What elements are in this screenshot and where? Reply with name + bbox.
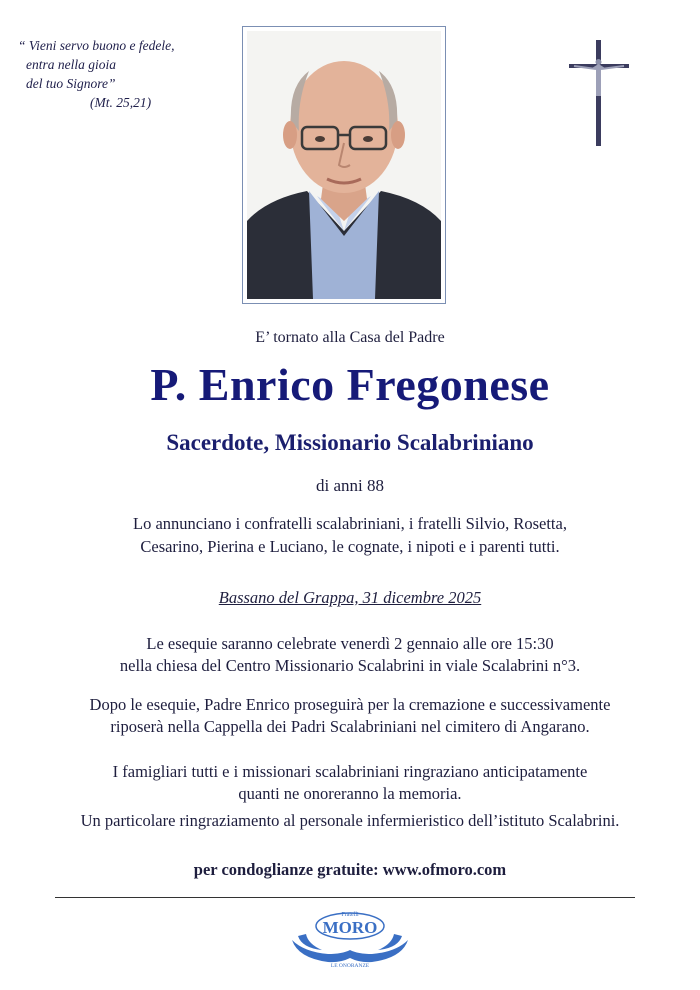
place-date-text: Bassano del Grappa, 31 dicembre 2025 (218, 588, 482, 607)
deceased-age: di anni 88 (316, 476, 384, 495)
after-line-2: riposerà nella Cappella dei Padri Scalabriniani nel cimitero di Angarano. (110, 717, 590, 736)
thanks-line-2: quanti ne onoreranno la memoria. (238, 784, 462, 803)
place-date (0, 588, 700, 608)
logo-main-text: MORO (322, 918, 378, 937)
funeral-line-1: Le esequie saranno celebrate venerdì 2 gennaio alle ore 15:30 (146, 634, 554, 653)
quote-line-2: entra nella gioia (26, 57, 116, 72)
quote-line-3: del tuo Signore” (26, 76, 116, 91)
announcement (50, 512, 650, 558)
quote-line-1: “ Vieni servo buono e fedele, (18, 38, 175, 53)
crucifix-icon (566, 38, 632, 148)
condolences-link[interactable]: per condoglianze gratuite: www.ofmoro.com (193, 860, 507, 879)
funeral-info (20, 633, 680, 677)
announcement-line-2: Cesarino, Pierina e Luciano, le cognate, i nipoti e i parenti tutti. (140, 537, 560, 556)
bible-quote (18, 36, 198, 112)
thanks-staff: Un particolare ringraziamento al personale infermieristico dell’istituto Scalabrini. (80, 811, 620, 830)
intro-text: E’ tornato alla Casa del Padre (255, 329, 445, 346)
logo-bottom-text: LE ONORANZE (330, 963, 370, 968)
deceased-role: Sacerdote, Missionario Scalabriniano (166, 430, 534, 455)
after-funeral-info (20, 694, 680, 738)
portrait-photo (242, 26, 446, 304)
thanks-line-1: I famigliari tutti e i missionari scalabriniani ringraziano anticipatamente (112, 762, 588, 781)
portrait-illustration (247, 31, 441, 299)
after-line-1: Dopo le esequie, Padre Enrico proseguirà per la cremazione e successivamente (89, 695, 611, 714)
logo-top-text: Fratelli (341, 912, 359, 918)
deceased-name: P. Enrico Fregonese (150, 359, 550, 410)
thanks-text (20, 761, 680, 805)
announcement-line-1: Lo annunciano i confratelli scalabriniani, i fratelli Silvio, Rosetta, (133, 514, 567, 533)
moro-logo (288, 906, 412, 968)
divider (55, 897, 635, 898)
quote-reference: (Mt. 25,21) (90, 95, 152, 110)
funeral-line-2: nella chiesa del Centro Missionario Scalabrini in viale Scalabrini n°3. (119, 656, 581, 675)
